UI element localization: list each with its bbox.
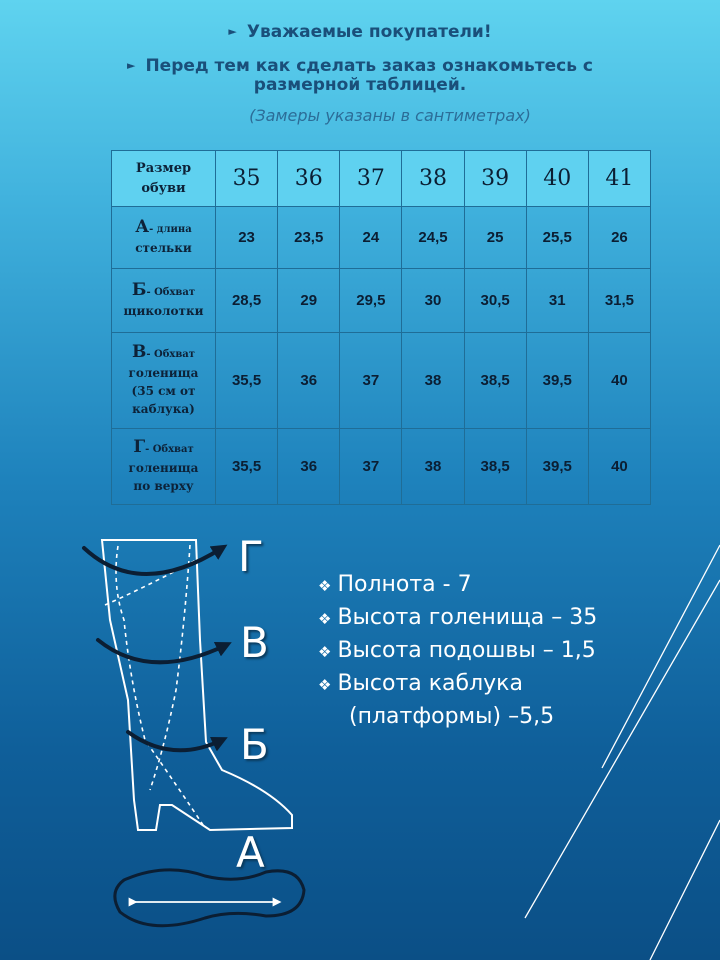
value-cell: 26 <box>588 207 650 269</box>
list-item: ❖ Высота голенища – 35 <box>318 605 598 630</box>
value-cell: 31 <box>526 269 588 333</box>
size-cell: 38 <box>402 151 464 207</box>
value-cell: 38,5 <box>464 429 526 505</box>
label-a: А <box>236 828 265 877</box>
value-cell: 24,5 <box>402 207 464 269</box>
size-cell: 41 <box>588 151 650 207</box>
diamond-bullet-icon: ❖ <box>318 610 332 628</box>
diamond-bullet-icon: ❖ <box>318 676 332 694</box>
size-cell: 39 <box>464 151 526 207</box>
list-item: ❖ Высота подошвы – 1,5 <box>318 638 596 663</box>
value-cell: 25 <box>464 207 526 269</box>
value-cell: 23 <box>216 207 278 269</box>
value-cell: 30 <box>402 269 464 333</box>
boot-outline-icon <box>102 540 292 830</box>
row-label-b: Б- Обхват щиколотки <box>112 269 216 333</box>
value-cell: 37 <box>340 429 402 505</box>
value-cell: 39,5 <box>526 429 588 505</box>
bullet-triangle-icon: ► <box>228 25 237 38</box>
value-cell: 31,5 <box>588 269 650 333</box>
value-cell: 40 <box>588 333 650 429</box>
instruction-text-1: Перед тем как сделать заказ ознакомьтесь с <box>145 56 593 76</box>
label-v: В <box>240 618 269 667</box>
greeting-text: Уважаемые покупатели! <box>246 22 492 42</box>
size-cell: 37 <box>340 151 402 207</box>
boot-seam-lines <box>105 545 205 828</box>
size-header-cell: Размер обуви <box>112 151 216 207</box>
value-cell: 23,5 <box>278 207 340 269</box>
value-cell: 29,5 <box>340 269 402 333</box>
instruction-text-2: размерной таблицей. <box>253 75 467 95</box>
value-cell: 40 <box>588 429 650 505</box>
row-label-a: А- длина стельки <box>112 207 216 269</box>
diamond-bullet-icon: ❖ <box>318 643 332 661</box>
list-item-continuation: (платформы) –5,5 <box>349 704 555 729</box>
list-item: ❖ Высота каблука <box>318 671 523 696</box>
size-cell: 35 <box>216 151 278 207</box>
sole-outline-icon <box>115 870 304 926</box>
value-cell: 38 <box>402 333 464 429</box>
value-cell: 36 <box>278 333 340 429</box>
value-cell: 38,5 <box>464 333 526 429</box>
value-cell: 35,5 <box>216 429 278 505</box>
list-item: ❖ Полнота - 7 <box>318 572 472 597</box>
features-list <box>318 569 597 733</box>
value-cell: 30,5 <box>464 269 526 333</box>
value-cell: 38 <box>402 429 464 505</box>
value-cell: 24 <box>340 207 402 269</box>
value-cell: 29 <box>278 269 340 333</box>
value-cell: 25,5 <box>526 207 588 269</box>
row-label-g: Г- Обхват голенища по верху <box>112 429 216 505</box>
row-label-v: В- Обхват голенища (35 см от каблука) <box>112 333 216 429</box>
label-b: Б <box>240 720 269 769</box>
value-cell: 28,5 <box>216 269 278 333</box>
value-cell: 37 <box>340 333 402 429</box>
value-cell: 39,5 <box>526 333 588 429</box>
size-cell: 36 <box>278 151 340 207</box>
bullet-triangle-icon: ► <box>126 59 136 72</box>
value-cell: 35,5 <box>216 333 278 429</box>
units-note: (Замеры указаны в сантиметрах) <box>249 106 531 125</box>
size-cell: 40 <box>526 151 588 207</box>
diamond-bullet-icon: ❖ <box>318 577 332 595</box>
label-g: Г <box>238 532 264 581</box>
value-cell: 36 <box>278 429 340 505</box>
